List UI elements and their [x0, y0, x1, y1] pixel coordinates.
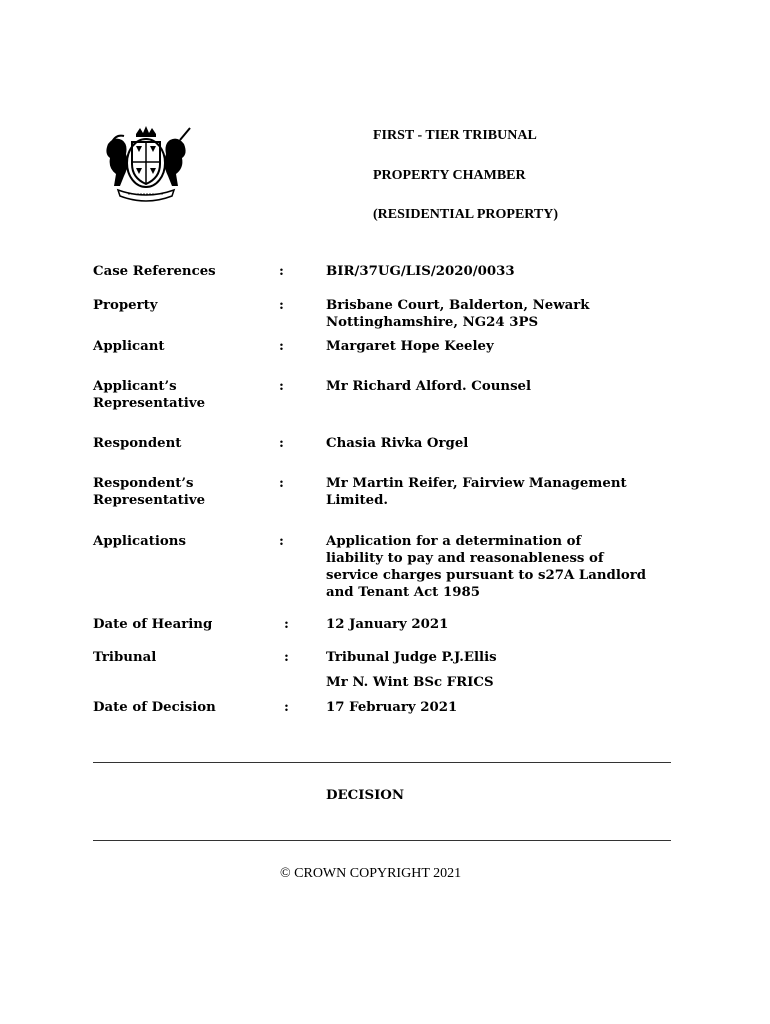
field-label: Tribunal — [93, 650, 157, 665]
field-label: Property — [93, 298, 158, 313]
field-value — [326, 475, 686, 509]
field-separator: : — [284, 700, 289, 715]
divider-top — [93, 762, 671, 763]
field-label-line: Applicant’s — [93, 379, 177, 394]
field-separator: : — [284, 617, 289, 632]
field-separator: : — [279, 298, 284, 313]
field-label — [93, 475, 268, 509]
field-value-line: Tribunal Judge P.J.Ellis — [326, 650, 497, 665]
decision-heading: DECISION — [326, 788, 405, 803]
field-value-line: service charges pursuant to s27A Landlord — [326, 568, 647, 583]
field-value: 17 February 2021 — [326, 700, 458, 715]
field-separator: : — [279, 264, 284, 279]
field-label-line: Representative — [93, 493, 206, 508]
header-line-residential: (RESIDENTIAL PROPERTY) — [373, 207, 559, 222]
field-label: Case References — [93, 264, 216, 279]
field-label — [93, 378, 268, 412]
field-separator: : — [279, 339, 284, 354]
field-separator: : — [279, 476, 284, 491]
header-line-chamber: PROPERTY CHAMBER — [373, 168, 526, 183]
field-value — [326, 297, 686, 331]
field-value-line: Brisbane Court, Balderton, Newark — [326, 298, 590, 313]
field-value-line: and Tenant Act 1985 — [326, 585, 480, 600]
field-separator: : — [279, 379, 284, 394]
field-value: Chasia Rivka Orgel — [326, 436, 469, 451]
field-label: Date of Hearing — [93, 617, 213, 632]
field-value — [326, 533, 686, 601]
field-separator: : — [284, 650, 289, 665]
field-value: Margaret Hope Keeley — [326, 339, 494, 354]
header-line-tribunal: FIRST - TIER TRIBUNAL — [373, 128, 537, 143]
royal-coat-of-arms-icon — [98, 124, 194, 204]
field-value-line: Limited. — [326, 493, 389, 508]
field-label: Respondent — [93, 436, 182, 451]
field-value-line: Nottinghamshire, NG24 3PS — [326, 315, 539, 330]
field-label-line: Representative — [93, 396, 206, 411]
field-label: Applicant — [93, 339, 165, 354]
field-value-line: Mr Martin Reifer, Fairview Management — [326, 476, 627, 491]
field-value-line: Application for a determination of — [326, 534, 582, 549]
field-label: Date of Decision — [93, 700, 216, 715]
field-value-line: Mr N. Wint BSc FRICS — [326, 675, 494, 690]
field-value: BIR/37UG/LIS/2020/0033 — [326, 264, 515, 279]
field-value — [326, 649, 686, 691]
divider-bottom — [93, 840, 671, 841]
copyright-notice: © CROWN COPYRIGHT 2021 — [280, 866, 462, 881]
field-value-line: liability to pay and reasonableness of — [326, 551, 604, 566]
field-separator: : — [279, 534, 284, 549]
field-label-line: Respondent’s — [93, 476, 194, 491]
field-value: 12 January 2021 — [326, 617, 449, 632]
field-value: Mr Richard Alford. Counsel — [326, 379, 532, 394]
field-label: Applications — [93, 534, 186, 549]
field-separator: : — [279, 436, 284, 451]
